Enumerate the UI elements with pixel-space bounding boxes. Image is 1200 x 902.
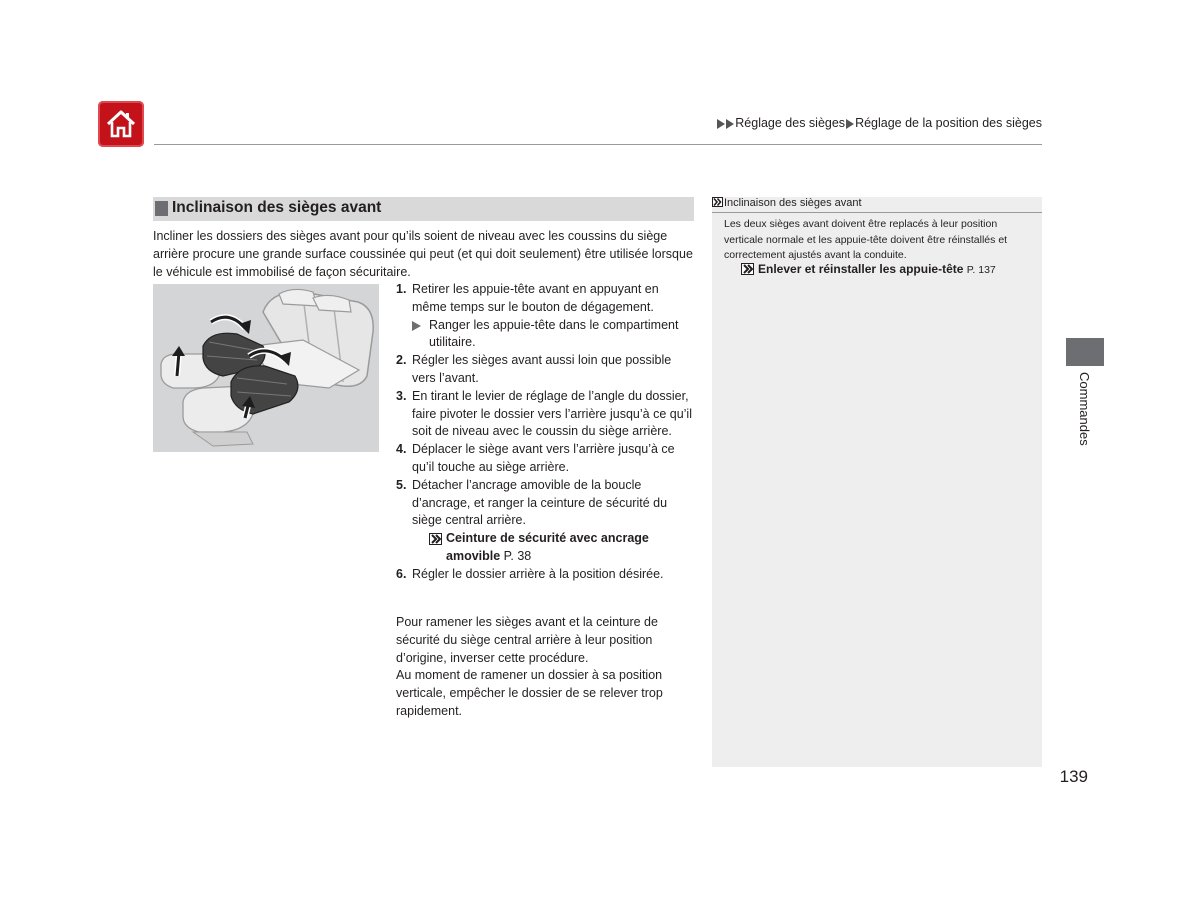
sidebar-cross-reference[interactable]: [741, 262, 996, 276]
step-number: 3.: [396, 388, 407, 403]
sidebar-heading-text: Inclinaison des sièges avant: [724, 197, 862, 209]
closing-paragraph: Au moment de ramener un dossier à sa position verticale, empêcher le dossier de se relever trop rapidement.: [396, 668, 663, 718]
step-item: [396, 388, 696, 441]
sidebar-text: Les deux sièges avant doivent être replacés à leur position verticale normale et les appuie-tête doivent être réinstallés et correctement ajustés avant la conduite.: [724, 218, 1008, 261]
step-item: [396, 352, 696, 388]
breadcrumb-arrow-icon: [717, 119, 725, 129]
step-text: Détacher l’ancrage amovible de la boucle d’ancrage, et ranger la ceinture de sécurité du siège central arrière.: [412, 477, 668, 528]
cross-reference-icon: [712, 197, 723, 207]
step-text: Régler le dossier arrière à la position désirée.: [412, 566, 664, 581]
cross-reference-title[interactable]: Ceinture de sécurité avec ancrage amovible: [446, 531, 649, 563]
closing-notes: [396, 614, 696, 721]
home-button[interactable]: [98, 101, 144, 147]
sidebar-panel: [712, 197, 1042, 767]
step-text: Régler les sièges avant aussi loin que possible vers l’avant.: [412, 353, 672, 385]
intro-paragraph: Incliner les dossiers des sièges avant pour qu’ils soient de niveau avec les coussins du siège arrière procure une grande surface coussinée qui peut (et qui doit seulement) être utilisée lorsque le véhicule est immobilisé de façon sécuritaire.: [153, 229, 693, 279]
step-subnote: [396, 317, 696, 353]
breadcrumb-arrow-icon: [726, 119, 734, 129]
page-number: 139: [1059, 767, 1088, 786]
step-item: [396, 281, 696, 317]
step-text: En tirant le levier de réglage de l’angle du dossier, faire pivoter le dossier vers l’arrière jusqu’à ce qu’il soit de niveau avec le coussin du siège arrière.: [412, 388, 692, 439]
cross-reference-icon: [741, 263, 754, 275]
reclined-seats-figure: [153, 284, 379, 452]
section-title: Inclinaison des sièges avant: [172, 199, 382, 216]
header-divider: [154, 144, 1042, 145]
step-number: 1.: [396, 282, 407, 296]
cross-reference-icon: [429, 533, 442, 545]
note-arrow-icon: [412, 321, 421, 331]
step-number: 2.: [396, 353, 407, 368]
chapter-tab-marker[interactable]: [1066, 338, 1104, 366]
reclined-seats-illustration: [153, 284, 379, 452]
step-item: [396, 566, 696, 584]
closing-paragraph: Pour ramener les sièges avant et la ceinture de sécurité du siège central arrière à leur position d’origine, inverser cette procédure.: [396, 615, 658, 665]
step-number: 6.: [396, 566, 407, 581]
sidebar-heading: [712, 197, 1042, 213]
step-number: 5.: [396, 477, 407, 492]
breadcrumb-item[interactable]: Réglage des sièges: [735, 116, 846, 130]
step-text: Retirer les appuie-tête avant en appuyant en même temps sur le bouton de dégagement.: [412, 282, 659, 314]
cross-reference-page[interactable]: P. 137: [966, 264, 996, 276]
step-item: [396, 441, 696, 477]
chapter-tab-label: Commandes: [1077, 372, 1092, 446]
cross-reference-title[interactable]: Enlever et réinstaller les appuie-tête: [758, 262, 964, 276]
subnote-text: Ranger les appuie-tête dans le compartiment utilitaire.: [429, 317, 679, 350]
cross-reference-page[interactable]: P. 38: [503, 548, 532, 563]
step-item: [396, 477, 696, 530]
home-icon: [104, 107, 138, 141]
section-marker-icon: [155, 201, 168, 216]
chapter-tab[interactable]: [1066, 372, 1104, 462]
step-number: 4.: [396, 442, 407, 457]
step-text: Déplacer le siège avant vers l’arrière jusqu’à ce qu’il touche au siège arrière.: [412, 442, 675, 474]
steps-list: [396, 281, 696, 584]
breadcrumb: [698, 116, 1042, 130]
breadcrumb-item[interactable]: Réglage de la position des sièges: [855, 116, 1042, 130]
breadcrumb-arrow-icon: [846, 119, 854, 129]
cross-reference-link[interactable]: [396, 530, 696, 566]
